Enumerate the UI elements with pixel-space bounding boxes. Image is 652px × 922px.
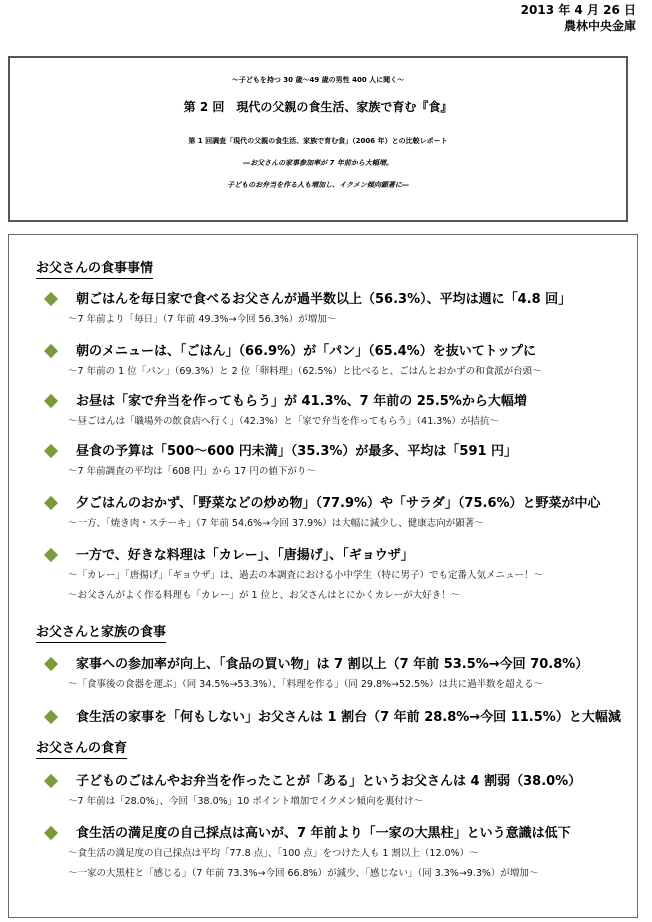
item-headline: 朝ごはんを毎日家で食べるお父さんが過半数以上（56.3%）、平均は週に「4.8 回」 — [76, 292, 572, 307]
item-headline: 家事への参加率が向上、「食品の買い物」は 7 割以上（7 年前 53.5%→今回 70.8%） — [76, 657, 589, 672]
title-box — [8, 56, 628, 222]
item-note: ～7 年前調査の平均は「608 円」から 17 円の値下がり～ — [68, 466, 316, 477]
item-note: ～7 年前は「28.0%」、今回「38.0%」10 ポイント増加でイクメン傾向を裏付け～ — [68, 796, 423, 807]
item-note: ～7 年前の 1 位「パン」（69.3%）と 2 位「卵料理」（62.5%）と比べると、ごはんとおかずの和食派が台頭～ — [68, 366, 542, 377]
item-note: ～食生活の満足度の自己採点は平均「77.8 点」、「100 点」をつけた人も 1 割以上（12.0%）～ — [68, 848, 479, 859]
item-headline: 一方で、好きな料理は「カレー」、「唐揚げ」、「ギョウザ」 — [76, 548, 414, 563]
item-note: ～昼ごはんは「職場外の飲食店へ行く」（42.3%）と「家で弁当を作ってもらう」（41.3%）が拮抗～ — [68, 416, 499, 427]
report-date: 2013 年 4 月 26 日 — [520, 3, 636, 17]
headline-emphasis-1: ―お父さんの家事参加率が 7 年前から大幅増。 — [243, 159, 393, 167]
organization-name: 農林中央金庫 — [563, 19, 636, 33]
item-headline: 子どものごはんやお弁当を作ったことが「ある」というお父さんは 4 割弱（38.0%） — [76, 774, 582, 789]
header — [521, 2, 636, 34]
item-note: ～お父さんがよく作る料理も「カレー」が 1 位と、お父さんはとにかくカレーが大好き！～ — [68, 590, 461, 601]
item-headline: 食生活の家事を「何もしない」お父さんは 1 割台（7 年前 28.8%→今回 11.5%）と大幅減 — [76, 710, 621, 725]
item-headline: 食生活の満足度の自己採点は高いが、7 年前より「一家の大黒柱」という意識は低下 — [76, 826, 571, 841]
item-note: ～一方、「焼き肉・ステーキ」（7 年前 54.6%→今回 37.9%）は大幅に減少し、健康志向が顕著～ — [68, 518, 484, 529]
item-headline: お昼は「家で弁当を作ってもらう」が 41.3%、7 年前の 25.5%から大幅増 — [76, 394, 527, 409]
section-heading: お父さんと家族の食事 — [36, 624, 166, 643]
item-headline: 朝のメニューは、「ごはん」（66.9%）が「パン」（65.4%）を抜いてトップに — [76, 344, 537, 359]
title-subtitle: ～子どもを持つ 30 歳～49 歳の男性 400 人に聞く～ — [231, 76, 405, 84]
item-note: ～「食事後の食器を運ぶ」（同 34.5%→53.3%）、「料理を作る」（同 29.8%→52.5%）は共に過半数を超える～ — [68, 679, 544, 690]
item-headline: 夕ごはんのおかず、「野菜などの炒め物」（77.9%）や「サラダ」（75.6%）と野菜が中心 — [76, 496, 601, 511]
item-note: ～「カレー」「唐揚げ」「ギョウザ」は、過去の本調査における小中学生（特に男子）でも定番人気メニュー！～ — [68, 570, 544, 581]
item-note: ～一家の大黒柱と「感じる」（7 年前 73.3%→今回 66.8%）が減少、「感じない」（同 3.3%→9.3%）が増加～ — [68, 868, 539, 879]
section-heading: お父さんの食育 — [36, 740, 127, 759]
item-headline: 昼食の予算は「500～600 円未満」（35.3%）が最多、平均は「591 円」 — [76, 444, 518, 459]
section-heading: お父さんの食事事情 — [36, 260, 153, 279]
comparison-note: 第 1 回調査「現代の父親の食生活、家族で育む食」（2006 年）との比較レポート — [188, 137, 448, 145]
headline-emphasis-2: 子どものお弁当を作る人も増加し、イクメン傾向顕著に― — [227, 181, 409, 189]
item-note: ～7 年前より「毎日」（7 年前 49.3%→今回 56.3%）が増加～ — [68, 314, 337, 325]
page-title: 第 2 回 現代の父親の食生活、家族で育む『食』 — [183, 100, 453, 114]
